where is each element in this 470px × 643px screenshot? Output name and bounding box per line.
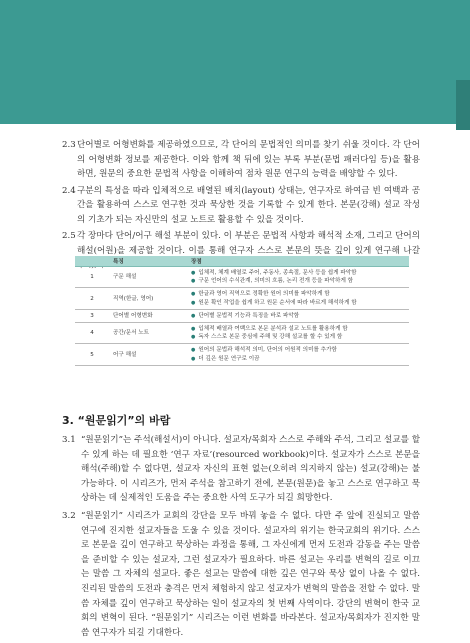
advantage-item: ● 단어별 문법적 기능과 특징을 바로 파악함 [191,312,405,320]
chapter-side-tab [456,80,470,130]
table-row [75,267,409,288]
paragraph-2-3 [62,138,420,182]
paragraph-number: 2.3 [62,140,76,150]
row-feature: 직역(한글, 영어) [109,288,187,309]
row-number: 3 [75,309,109,322]
header-band [0,0,470,124]
paragraph-number: 2.5 [62,231,76,241]
numbered-paragraphs-3 [62,433,420,643]
table-header-row [75,256,409,267]
advantage-item: ● 원문 확인 작업을 쉽게 하고 원문 순서에 따라 바르게 해석하게 함 [191,299,405,307]
row-advantages [187,309,409,322]
row-number: 2 [75,288,109,309]
paragraph-text: 단어별로 어형변화를 제공하였으므로, 각 단어의 문법적인 의미를 찾기 쉬울 것이다. 각 단어의 어형변화 정보를 제공한다. 이와 함께 책 뒤에 있는 부록 부분(문법 패러다임 등)을 활용하면, 원문의 중요한 문법적 사항을 이해하여 점차 원문 연구의 능력을 배양할 수 있다. [77,140,420,179]
row-feature: 단어별 어형변화 [109,309,187,322]
features-table [75,256,409,366]
table-row [75,288,409,309]
advantage-item: ● 입체적 배열과 여백으로 본문 분석과 설교 노트를 활용하게 함 [191,325,405,333]
paragraph-number: 3.1 [62,435,76,445]
row-feature: 어구 해설 [109,344,187,365]
table-row [75,309,409,322]
table-row [75,344,409,365]
row-number: 1 [75,267,109,288]
advantage-item: ● 더 깊은 원문 연구로 이끔 [191,355,405,363]
row-feature: 공간/문서 노트 [109,323,187,344]
row-number: 5 [75,344,109,365]
advantage-item: ● 한글과 영어 직역으로 정확한 원어 의미를 파악하게 함 [191,290,405,298]
table-header-feature: 특징 [109,256,187,267]
numbered-paragraphs-2 [62,138,420,275]
table-row [75,323,409,344]
row-advantages [187,267,409,288]
advantage-item: ● 원어의 문법과 해석적 의미, 단어의 어원적 의미를 추가함 [191,346,405,354]
paragraph-number: 2.4 [62,185,76,196]
table-header-advantage: 장점 [187,256,409,267]
paragraph-number: 3.2 [62,510,76,521]
row-advantages [187,344,409,365]
advantage-item: ● 구문 언어의 수식관계, 의미의 흐름, 논리 전개 등을 파악하게 함 [191,277,405,285]
row-advantages [187,323,409,344]
paragraph-text: “원문읽기” 시리즈가 교회의 강단을 모두 바꿔 놓을 수 없다. 다만 주 앞에 진실되고 말씀 연구에 진지한 설교자들을 도울 수 있을 것이다. 설교자의 위기는 한국교회의 위기다. 스스로 본문을 깊이 연구하고 묵상하는 과정을 통해, 그 자신에게 먼저 도전과 감동을 주는 말씀을 준비할 수 있는 설교자, 그런 설교자가 필요하다. 바른 설교는 우리를 변혁의 길로 이끄는 말씀 그 자체의 설교다. 좋은 설교는 말씀에 대한 깊은 연구와 묵상 없이 나올 수 없다. 진리된 말씀의 도전과 충격은 먼저 체험하지 않고 설교자가 변혁의 말씀을 전할 수 없다. 말씀 자체를 깊이 연구하고 묵상하는 일이 설교자의 첫 번째 사역이다. 강단의 변혁이 한국 교회의 변혁이 된다. “원문읽기” 시리즈는 이런 변화를 바라본다. 설교자/목회자가 진지한 말씀 연구자가 되길 기대한다. [81,510,420,638]
paragraph-3-2 [62,509,420,640]
row-number: 4 [75,323,109,344]
row-advantages [187,288,409,309]
section-title: 3. “원문읽기”의 바람 [62,414,171,427]
paragraph-text: 구분의 특성을 따라 입체적으로 배열된 배치(layout) 상태는, 연구자로 하여금 빈 여백과 공간을 활용하여 스스로 연구한 것과 묵상한 것을 기록할 수 있게 한다. 본문(강해) 설교 작성의 기초가 되는 자신만의 설교 노트로 활용할 수 있을 것이다. [77,185,420,225]
table-header-num [75,256,109,267]
paragraph-3-1 [62,433,420,506]
paragraph-text: 각 장마다 단어/어구 해설 부분이 있다. 이 부분은 문법적 사항과 해석적 소재, 그리고 단어의 해설(어원)을 제공할 것이다. 이를 통해 연구자 스스로 본문의 뜻을 깊이 있게 연구해 나갈 [77,231,420,256]
advantage-item: ● 독자 스스로 본문 중심에 주해 및 강해 설교를 할 수 있게 함 [191,333,405,341]
row-feature: 구문 해설 [109,267,187,288]
paragraph-2-4 [62,184,420,228]
paragraph-text: “원문읽기”는 주석(해설서)이 아니다. 설교자/목회자 스스로 주해와 주석, 그리고 설교를 할 수 있게 하는 데 필요한 ‘연구 자료’(resourced workbook)이다. 설교자가 스스로 본문을 해석(주해)할 수 없다면, 설교자 자신의 표현 없는(오히려 의지하지 않는) 설교(강해)는 불가능하다. 이 시리즈가, 먼저 주석을 참고하기 전에, 본문(원문)을 놓고 스스로 연구하고 묵상하는 데 실제적인 도움을 주는 중요한 사역 도구가 되길 희망한다. [81,435,420,504]
advantage-item: ● 입체적, 체계 배열로 주어, 주동사, 종속절, 문사 등을 쉽게 파악함 [191,269,405,277]
